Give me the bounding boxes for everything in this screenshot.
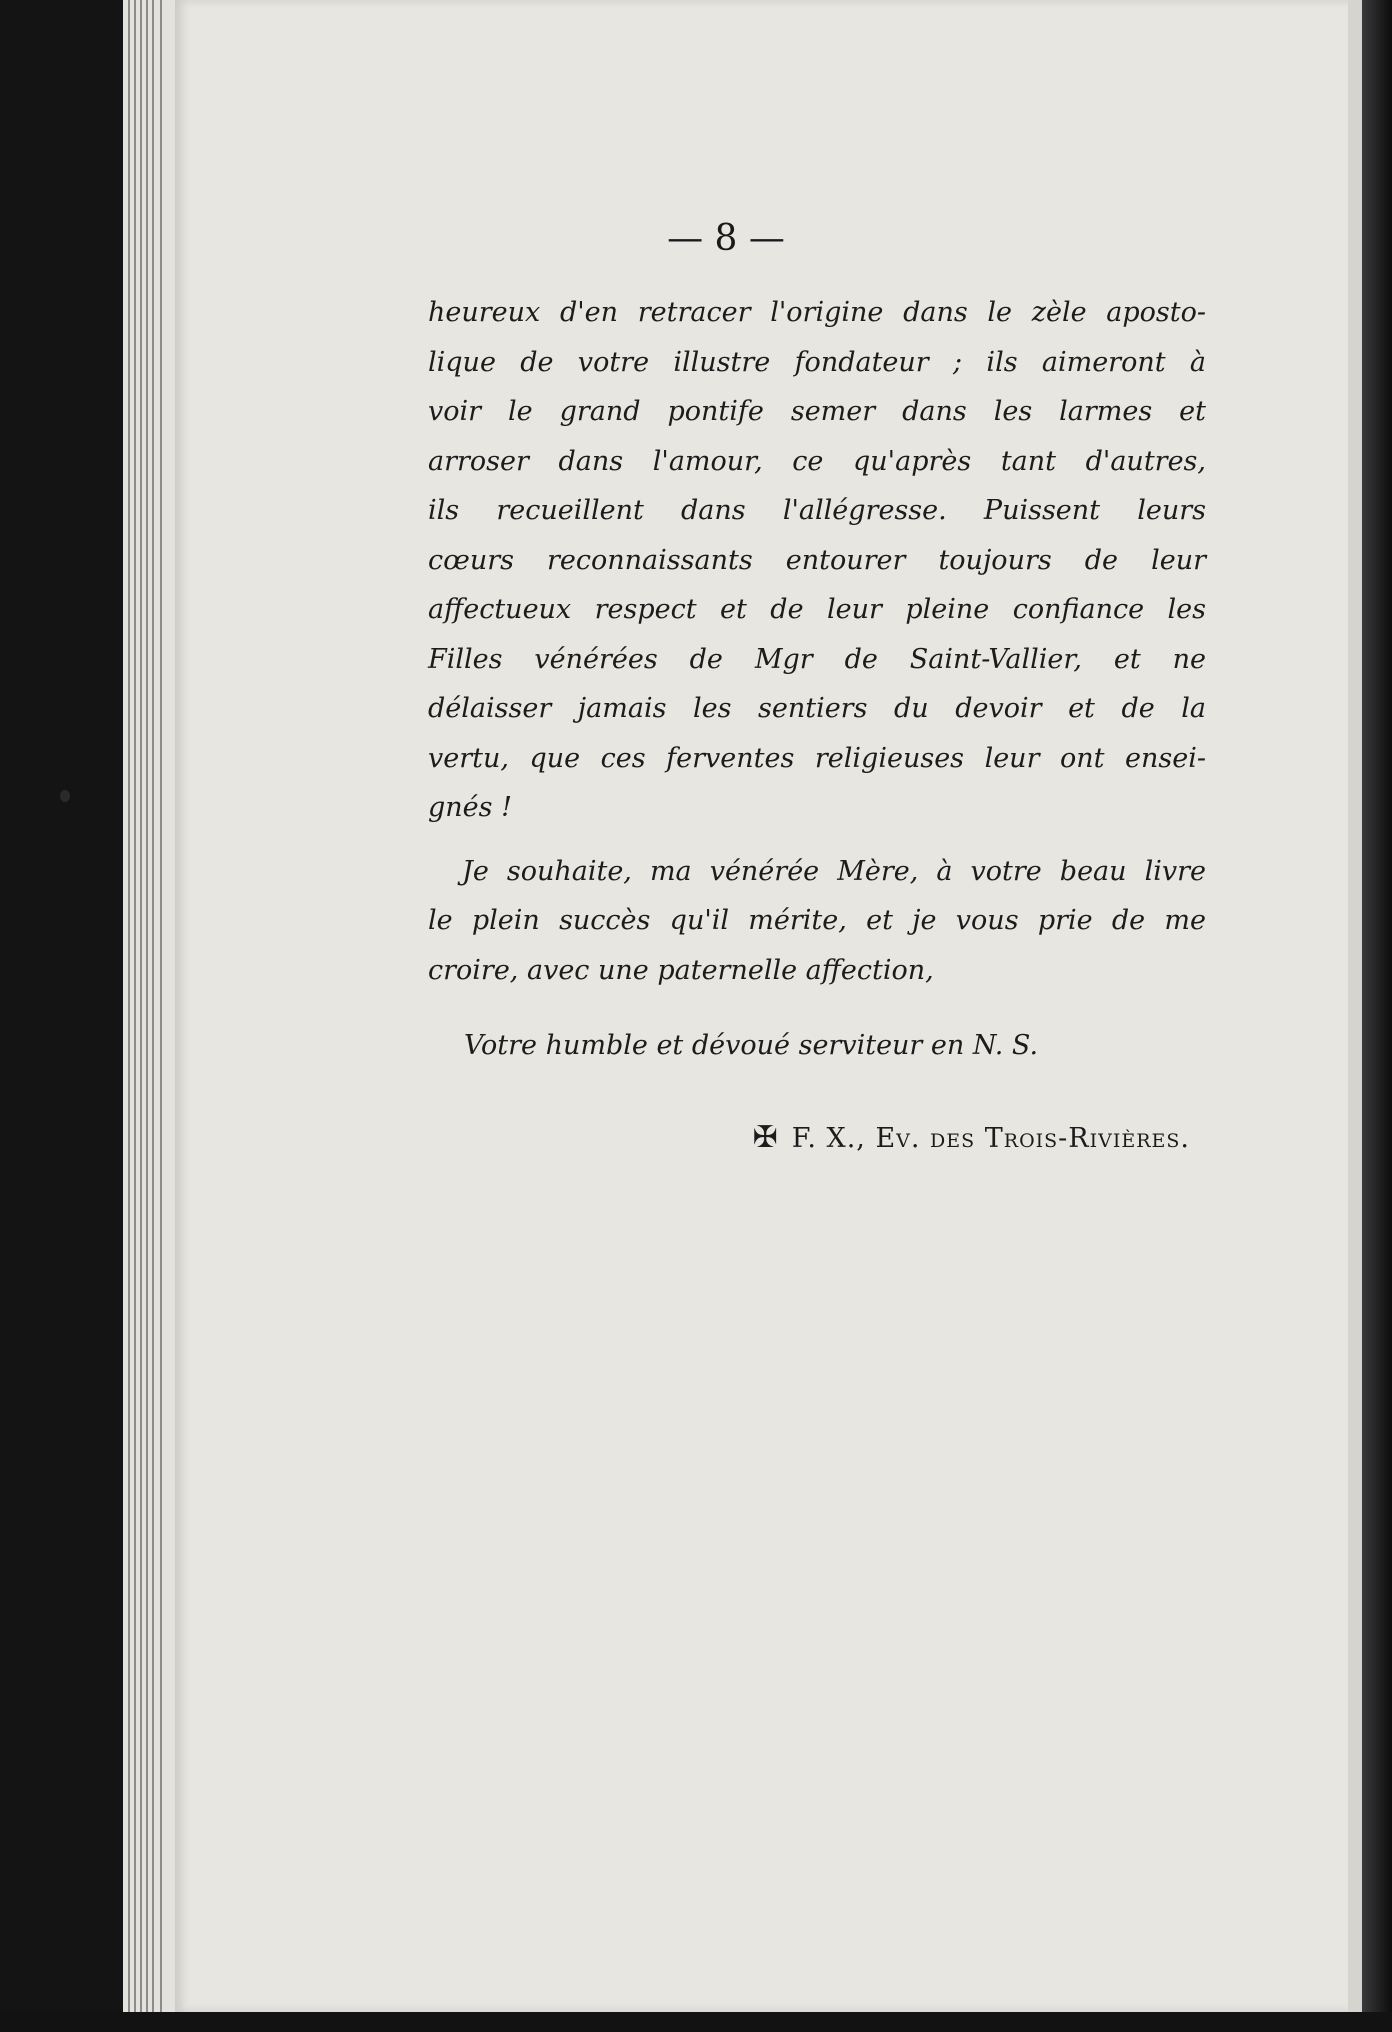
page-edge-line xyxy=(140,0,142,2012)
text-line: voir le grand pontife semer dans les larmes et xyxy=(428,396,1206,427)
text-line: lique de votre illustre fondateur ; ils aimeront à xyxy=(428,346,1206,378)
bottom-shadow xyxy=(0,2012,1392,2032)
body-text xyxy=(428,288,1206,995)
signature-text: F. X., Ev. des Trois-Rivières. xyxy=(791,1123,1190,1154)
page-edge-line xyxy=(160,0,162,2012)
text-line: délaisser jamais les sentiers du devoir et de la xyxy=(428,693,1206,724)
text-line: arroser dans l'amour, ce qu'après tant d'autres, xyxy=(428,445,1206,477)
text-line: gnés ! xyxy=(428,792,512,823)
text-line: Filles vénérées de Mgr de Saint-Vallier, et ne xyxy=(428,643,1206,675)
ink-speck xyxy=(60,790,70,802)
cross-icon: ✠ xyxy=(752,1120,778,1155)
text-line: cœurs reconnaissants entourer toujours de leur xyxy=(428,544,1206,576)
page-edge-line xyxy=(128,0,130,2012)
text-line: ils recueillent dans l'allégresse. Puissent leurs xyxy=(428,495,1206,526)
text-line: heureux d'en retracer l'origine dans le zèle aposto- xyxy=(428,297,1206,328)
text-line: croire, avec une paternelle affection, xyxy=(428,954,934,986)
text-line: le plein succès qu'il mérite, et je vous prie de me xyxy=(428,905,1206,936)
right-shadow xyxy=(1362,0,1392,2032)
page-edge-line xyxy=(146,0,148,2012)
right-page-edge xyxy=(1348,0,1362,2012)
text-line: vertu, que ces ferventes religieuses leur ont ensei- xyxy=(428,742,1206,774)
signature xyxy=(640,1120,1190,1155)
closing-signoff: Votre humble et dévoué serviteur en N. S. xyxy=(464,1030,1039,1061)
page-number: — 8 — xyxy=(667,218,785,259)
text-line: affectueux respect et de leur pleine confiance les xyxy=(428,594,1206,625)
page-edge-line xyxy=(134,0,136,2012)
page-edge-line xyxy=(152,0,154,2012)
text-line: Je souhaite, ma vénérée Mère, à votre beau livre xyxy=(462,855,1206,887)
paragraph-2 xyxy=(428,847,1206,996)
paragraph-1 xyxy=(428,288,1206,833)
